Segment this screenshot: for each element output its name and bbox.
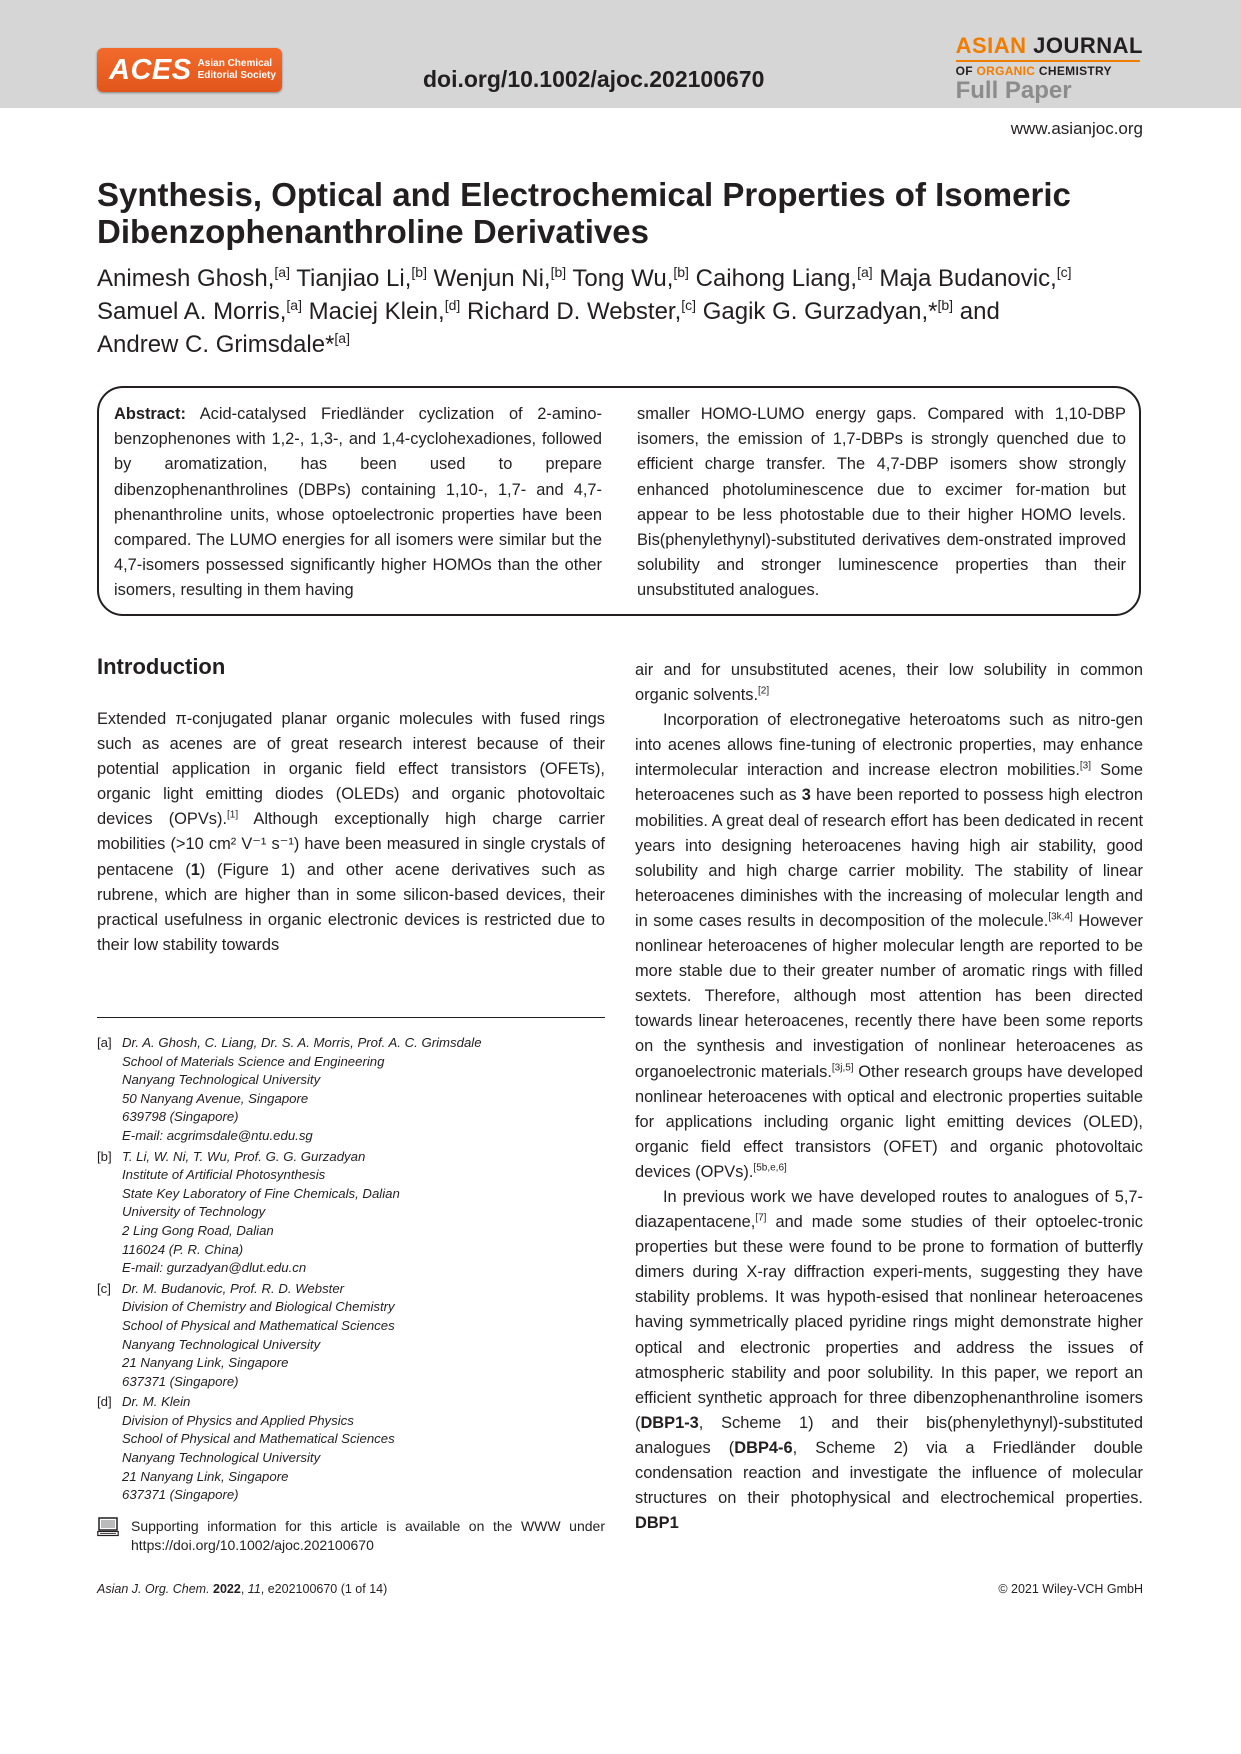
journal-website-link[interactable]: www.asianjoc.org: [1010, 119, 1143, 138]
journal-logo: [956, 34, 1143, 104]
footer-citation: Asian J. Org. Chem. 2022, 11, e202100670 (1 of 14): [97, 1582, 388, 1596]
abstract-label: Abstract:: [114, 405, 186, 423]
affiliation-d: [d] Dr. M. Klein Division of Physics and Applied Physics School of Physical and Mathematical Sciences Nanyang Technological University 21 Nanyang Link, Singapore 637371 (Singapore): [97, 1393, 605, 1505]
affiliation-c: [c] Dr. M. Budanovic, Prof. R. D. Webster Division of Chemistry and Biological Chemistry School of Physical and Mathematical Sciences Nanyang Technological University 21 Nanyang Link, Singapore 637371 (Singapore): [97, 1280, 605, 1392]
journal-word-journal: JOURNAL: [1033, 33, 1143, 58]
citation[interactable]: [2]: [758, 685, 770, 697]
aces-logo: [97, 48, 282, 92]
compound-ref: DBP1: [635, 1514, 679, 1533]
author: Maja Budanovic,[c]: [879, 264, 1072, 292]
title-line-2: Dibenzophenanthroline Derivatives: [97, 213, 649, 250]
compound-ref: DBP1-3: [640, 1413, 699, 1432]
author-list: [97, 262, 1147, 361]
citation[interactable]: [3j,5]: [831, 1062, 854, 1074]
author: Andrew C. Grimsdale*[a]: [97, 330, 350, 358]
affiliation-b: [b] T. Li, W. Ni, T. Wu, Prof. G. G. Gurzadyan Institute of Artificial Photosynthesis State Key Laboratory of Fine Chemicals, Dalian University of Technology 2 Ling Gong Road, Dalian 116024 (P. R. China) E-mail: gurzadyan@dlut.edu.cn: [97, 1148, 605, 1278]
author: Samuel A. Morris,[a]: [97, 297, 302, 325]
journal-logo-rule: [956, 60, 1140, 62]
aces-sub-line2: Editorial Society: [197, 70, 276, 81]
author: Tong Wu,[b]: [572, 264, 689, 292]
paragraph: In previous work we have developed routes to analogues of 5,7-diazapentacene,[7] and made some studies of their optoelec-tronic properties but these were found to be prone to formation of butterfly dimers during X-ray diffraction experi-ments, suggesting they have stability problems. It was hypoth-esised that nonlinear heteroacenes having symmetrically placed pyridine rings might demonstrate higher optical and electronic properties and address the issues of atmospheric stability and poor solubility. In this paper, we report an efficient synthetic approach for three dibenzophenanthroline isomers (DBP1-3, Scheme 1) and their bis(phenylethynyl)-substituted analogues (DBP4-6, Scheme 2) via a Friedländer double condensation reaction and investigate the influence of molecular structures on their photophysical and electrochemical properties. DBP1: [635, 1187, 1143, 1533]
paragraph: air and for unsubstituted acenes, their low solubility in common organic solvents.[2]: [635, 661, 1143, 705]
footer-page: , e202100670 (1 of 14): [260, 1582, 388, 1596]
compound-ref: 3: [801, 786, 811, 805]
author: Gagik G. Gurzadyan,*[b]: [702, 297, 954, 325]
section-heading-introduction: Introduction: [97, 654, 226, 679]
footnote-divider: [97, 1017, 605, 1018]
author: Animesh Ghosh,[a]: [97, 264, 290, 292]
citation[interactable]: [3]: [1079, 760, 1092, 772]
journal-word-chemistry: CHEMISTRY: [1038, 64, 1112, 78]
footer-volume: 11: [247, 1582, 261, 1596]
citation[interactable]: [1]: [227, 809, 239, 821]
journal-word-asian: ASIAN: [955, 33, 1027, 58]
doi-link[interactable]: doi.org/10.1002/ajoc.202100670: [423, 66, 765, 92]
affiliation-label: [d]: [97, 1394, 112, 1410]
paragraph: Extended π-conjugated planar organic molecules with fused rings such as acenes are of great research interest because of their potential application in organic field effect transistors (OFETs), organic light emitting diodes (OLEDs) and organic photovoltaic devices (OPVs).[1] Although exceptionally high charge carrier mobilities (>10 cm² V⁻¹ s⁻¹) have been measured in single crystals of pentacene (1) (Figure 1) and other acene derivatives such as rubrene, which are higher than in some silicon-based devices, their practical usefulness in organic electronic devices is restricted due to their low stability towards: [97, 710, 605, 954]
aces-logo-word: ACES: [109, 53, 192, 86]
footer-journal: Asian J. Org. Chem.: [97, 1582, 210, 1596]
citation[interactable]: [3k,4]: [1048, 911, 1073, 923]
supporting-information-note: [97, 1517, 605, 1555]
compound-ref: DBP4-6: [734, 1438, 793, 1457]
affiliation-label: [c]: [97, 1280, 111, 1296]
compound-ref: 1: [190, 860, 200, 879]
computer-icon: [97, 1517, 119, 1555]
journal-word-of: OF: [955, 64, 973, 78]
affiliation-a: [a] Dr. A. Ghosh, C. Liang, Dr. S. A. Morris, Prof. A. C. Grimsdale School of Materials Science and Engineering Nanyang Technological University 50 Nanyang Avenue, Singapore 639798 (Singapore) E-mail: acgrimsdale@ntu.edu.sg: [97, 1034, 605, 1146]
email-link[interactable]: E-mail: acgrimsdale@ntu.edu.sg: [122, 1127, 313, 1143]
article-title: [97, 176, 1147, 250]
author: Maciej Klein,[d]: [308, 297, 461, 325]
affiliation-label: [a]: [97, 1035, 112, 1050]
intro-left-column: [97, 707, 605, 958]
abstract-text-left: Acid-catalysed Friedländer cyclization of 2-amino-benzophenones with 1,2-, 1,3-, and 1,4-cyclohexadiones, followed by aromatization, has been used to prepare dibenzophenanthrolines (DBPs) containing 1,10-, 1,7- and 4,7-phenanthroline units, whose optoelectronic properties have been compared. The LUMO energies for all isomers were similar but the 4,7-isomers possessed significantly higher HOMOs than the other isomers, resulting in them having: [114, 405, 602, 600]
author-conjunction: and: [959, 298, 1000, 325]
abstract-right-column: [637, 402, 1126, 604]
paragraph: Incorporation of electronegative heteroatoms such as nitro-gen into acenes allows fine-tuning of electronic properties, may enhance intermolecular interaction and increase electron mobilities.[3] Some heteroacenes such as 3 have been reported to possess high electron mobilities. A great deal of research effort has been dedicated in recent years into designing heteroacenes having high air stability, good solubility and high charge carrier mobility. The stability of linear heteroacenes diminishes with the increasing of molecular length and in some cases results in decomposition of the molecule.[3k,4] However nonlinear heteroacenes of higher molecular length are reported to be more stable due to their greater number of aromatic rings with filled sextets. Therefore, although most attention has been directed towards linear heteroacenes, recently there have been some reports on the synthesis and investigation of nonlinear heteroacenes as organoelectronic materials.[3j,5] Other research groups have developed nonlinear heteroacenes with optical and electronic properties suitable for applications including organic light emitting devices (OLED), organic field effect transistors (OFET) and organic photovoltaic devices (OPVs).[5b,e,6]: [635, 711, 1144, 1181]
citation[interactable]: [7]: [755, 1212, 767, 1224]
article-type: Full Paper: [955, 77, 1072, 104]
author: Caihong Liang,[a]: [695, 264, 873, 292]
author: Wenjun Ni,[b]: [433, 264, 567, 292]
affiliation-footnotes: [97, 1034, 605, 1507]
abstract-text-right: smaller HOMO-LUMO energy gaps. Compared with 1,10-DBP isomers, the emission of 1,7-DBPs is strongly quenched due to efficient charge transfer. The 4,7-DBP isomers show strongly enhanced photoluminescence due to excimer for-mation but appear to be less photostable due to their higher HOMO levels. Bis(phenylethynyl)-substituted derivatives dem-onstrated improved solubility and stronger luminescence properties than their unsubstituted analogues.: [637, 405, 1126, 600]
journal-word-organic: ORGANIC: [976, 64, 1036, 78]
citation[interactable]: [5b,e,6]: [753, 1162, 787, 1174]
abstract-left-column: [114, 402, 602, 604]
title-line-1: Synthesis, Optical and Electrochemical Properties of Isomeric: [97, 176, 1071, 213]
author: Tianjiao Li,[b]: [296, 264, 427, 292]
footer-year: 2022: [213, 1582, 241, 1596]
aces-sub-line1: Asian Chemical: [197, 58, 273, 69]
intro-right-column: [635, 658, 1143, 1536]
footer-copyright: © 2021 Wiley-VCH GmbH: [998, 1582, 1143, 1596]
supporting-information-link[interactable]: Supporting information for this article is available on the WWW under https://doi.org/10.1002/ajoc.202100670: [131, 1518, 605, 1553]
author: Richard D. Webster,[c]: [466, 297, 697, 325]
email-link[interactable]: E-mail: gurzadyan@dlut.edu.cn: [122, 1260, 307, 1276]
affiliation-label: [b]: [97, 1148, 112, 1164]
aces-logo-subtitle: [198, 58, 276, 82]
